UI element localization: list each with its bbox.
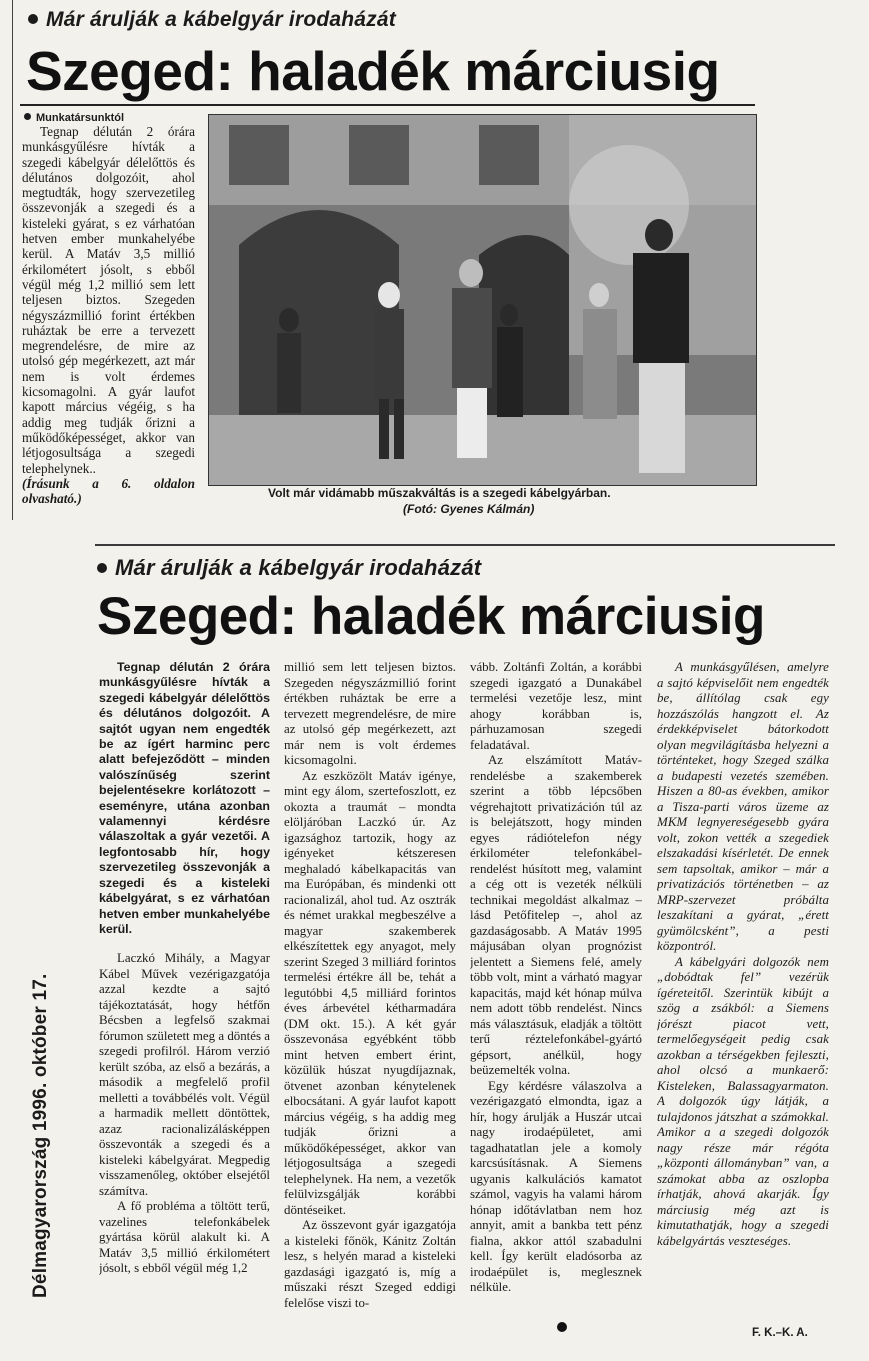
clip2-col1-p2: A fő probléma a töltött terű, vazelines telefonkábelek gyártása körül alakult ki. A Matáv 3,5 millió érkilométert jósolt, s ebből végül még 1,2	[99, 1199, 270, 1276]
bullet-icon	[28, 14, 38, 24]
clip2-column-4	[657, 660, 829, 1330]
clip2-col4-p2: A kábelgyári dolgozók nem „dobódtak fel” vezérük ígéreteitől. Szerintük kibújt a szög a zsákból: a Siemens jórészt piacot vett, termelőegységeit pedig csak azokban a térségekben fejleszti, ahol olcsó a munkaerő: Kisteleken, Balassagyarmaton. A dolgozók úgy látják, a tulajdonos játszhat a számokkal. Amikor a a szegedi dolgozók nagy része már régóta „központi állományban” van, a számokat abba az oszlopba írhatják, ahová akarják. Így márciusig még azt is kimutathatják, hogy a szegedi kábelgyártás veszteséges.	[657, 954, 829, 1248]
clip2-col2-p2: Az eszközölt Matáv igénye, mint egy álom, szertefoszlott, ez okozta a traumát – mondta elöljáróban Laczkó úr. Az igazsághoz tartozik, hogy az igényeket kétszeresen meghaladó kábelkapacitás van ma Európában, és mindenki ott racionalizál, ahol tud. Az osztrák és német urakkal megbeszélve a magyar szakemberek elkészítettek egy anyagot, mely szerint Szeged 3 milliárd forintos termelési értékre áll be, tehát a legutóbbi 4,5 milliárd forintos éves árbevétel kétharmadára (DM okt. 15.). A két gyár összevonása egyébként több mint hetven embert érint, közülük húszat nyugdíjaznak, ötvenet azonban kénytelenek elbocsátani. A gyár laufot kapott március végéig, s ha addig meg tudják őrizni a működőképességet, akkor van létjogosultsága a szegedi telephelynek. Ha nem, a vezetők felülvizsgálják korábbi döntéseiket.	[284, 768, 456, 1217]
clip2-column-1	[99, 660, 270, 1350]
clip2-headline: Szeged: haladék márciusig	[97, 587, 765, 646]
photo-illustration	[209, 115, 756, 485]
clip2-col2-p1: millió sem lett teljesen biztos. Szegeden négyszázmillió forint értékben ruháztak be erre a tervezett megrendelésre, de mire az utolsó gép megérkezett, azt már nem is volt érdemes kicsomagolni.	[284, 660, 456, 767]
clip1-body-column	[22, 124, 195, 516]
clip2-col3-p2: Az elszámított Matáv-rendelésbe a szakemberek szerint a több lépcsőben végrehajtott privatizáción túl az is belejátszott, hogy minden egyes rádiótelefon négy érkilométer telefonkábel-rendelést húsított meg, valamint a cég ott is vezeték nélküli technikai megoldást alkalmaz – lásd Petőfitelep –, ahol az gazdaságosabb. A Matáv 1995 májusában olyan prognózist jelentett a Siemens felé, amely több volt, mint a várható magyar kapacitás, majd két hónap múlva nem adott több rendelést. Nincs más választásuk, eladják a töltött terű réztelefonkábel-gyártó gépsort, anélkül, hogy beüzemelték volna.	[470, 753, 642, 1077]
clip2-col3-p1: vább. Zoltánfi Zoltán, a korábbi szegedi igazgató a Dunakábel termelési vezetője lesz, mint ahogy korábban is, párhuzamosan szegedi feladatával.	[470, 660, 642, 752]
clip2-column-3	[470, 660, 642, 1330]
clip2-kicker-text: Már árulják a kábelgyár irodaházát	[115, 555, 482, 580]
clip2-side-label: Délmagyarország 1996. október 17.	[30, 973, 51, 1298]
clip1-caption: Volt már vidámabb műszakváltás is a szegedi kábelgyárban.	[268, 486, 611, 500]
clip1-body: Tegnap délután 2 órára munkásgyűlésre hívták a szegedi kábelgyár délelőttös és délutános dolgozóit, ahol megtudták, hogy szervezetileg összevonják a szegedi és a kisteleki gyárat, s ez várhatóan hetven ember munkahelyébe kerül. A Matáv 3,5 millió érkilométert jósolt, s ebből végül még 1,2 millió sem lett teljesen biztos. Szegeden négyszázmillió forint értékben ruháztak be erre a tervezett megrendelésre, de mire az utolsó gép megérkezett, azt már nem is volt érdemes kicsomagolni. A gyár laufot kapott március végéig, s ha addig meg tudják őrizni a működőképességet, akkor van létjogosultsága a szegedi telephelynek..	[22, 124, 195, 476]
clip1-photo	[208, 114, 757, 486]
clip1-kicker-text: Már árulják a kábelgyár irodaházát	[46, 8, 396, 31]
clip1-headline-underline	[20, 104, 755, 106]
clip2-col1-p1: Laczkó Mihály, a Magyar Kábel Művek vezérigazgatója azzal kezdte a sajtó tájékoztatását, hogy hétfőn Bécsben a legfelső szakmai fórumon született meg a döntés a szegedi profilról. Három verzió került szóba, az első a bezárás, a második a megfelelő profil melletti a továbbélés volt. Végül a harmadik mellett döntöttek, azaz racionalizálásképpen összevonták a szegedi és a kisteleki kábelgyárat. Megpedig visszamenőleg, október elsejétől számítva.	[99, 951, 270, 1198]
clip2-col4-p1: A munkásgyűlésen, amelyre a sajtó képviselőit nem engedték be, állítólag csak egy hozzászólás hangzott el. Az érdekképviselet bátorkodott olyan megvilágításba helyezni a történteket, hogy Szeged szálka a budapesti vezetés szemében. Hiszen a 80-as években, amikor a Tisza-parti város üzeme az MKM legnyereségesebb gyára volt, zokon vették a szegediek elszakadási kísérletét. De ennek sem tapsoltak, amikor – már a privatizációs történetben – az MRP-szervezet próbálta leszakítani a gyárat, „érett gyümölcsként”, a pesti központról.	[657, 660, 829, 953]
clip1-ref: (Írásunk a 6. oldalon olvasható.)	[22, 475, 195, 507]
bullet-icon	[97, 563, 107, 573]
clip2-col3-p3: Egy kérdésre válaszolva a vezérigazgató elmondta, igaz a hír, hogy árulják a Huszár utcai nagy irodaépületet, ami tagadhatatlan jele a komoly karcsúsításnak. A Siemens ugyanis kalkulációs kamatot számol, vagyis ha valami három hónap időtávlatban nem hoz annyit, amit a bankba tett pénz fialna, akkor attól szabadulni kell. Így került eladósorba az irodaépület is, meglesznek nélküle.	[470, 1078, 642, 1294]
clip2-kicker	[97, 555, 481, 581]
clip2-column-2	[284, 660, 456, 1350]
clip1-kicker	[28, 8, 396, 32]
clip1-headline: Szeged: haladék márciusig	[26, 40, 720, 102]
clip1-photo-credit: (Fotó: Gyenes Kálmán)	[403, 502, 535, 516]
clipping-separator	[95, 544, 835, 546]
end-mark-icon	[557, 1322, 567, 1332]
clip2-signature: F. K.–K. A.	[752, 1327, 808, 1339]
clip1-left-rule	[12, 0, 13, 520]
clip2-lead: Tegnap délután 2 órára munkásgyűlésre hívták a szegedi kábelgyár délelőttös és délutános dolgozóit. A sajtót ugyan nem engedték be az ígért harminc perc alatt befejeződött – minden valószínűség szerint bejelentésekre korlátozott – eseményre, utána azonban valamennyi kérdésre válaszoltak a gyár vezetői. A legfontosabb hír, hogy szervezetileg összevonják a szegedi és a kisteleki kábelgyárat, s ez várhatóan hetven ember munkahelyébe kerül.	[99, 660, 270, 936]
bullet-icon	[24, 113, 31, 120]
clip2-col2-p3: Az összevont gyár igazgatója a kisteleki főnök, Kánitz Zoltán lesz, s helyén marad a kisteleki gazdasági igazgató is, míg a műszaki részt Szeged eddigi felelőse viszi to-	[284, 1218, 456, 1310]
clip1-section-text: Munkatársunktól	[36, 112, 125, 124]
